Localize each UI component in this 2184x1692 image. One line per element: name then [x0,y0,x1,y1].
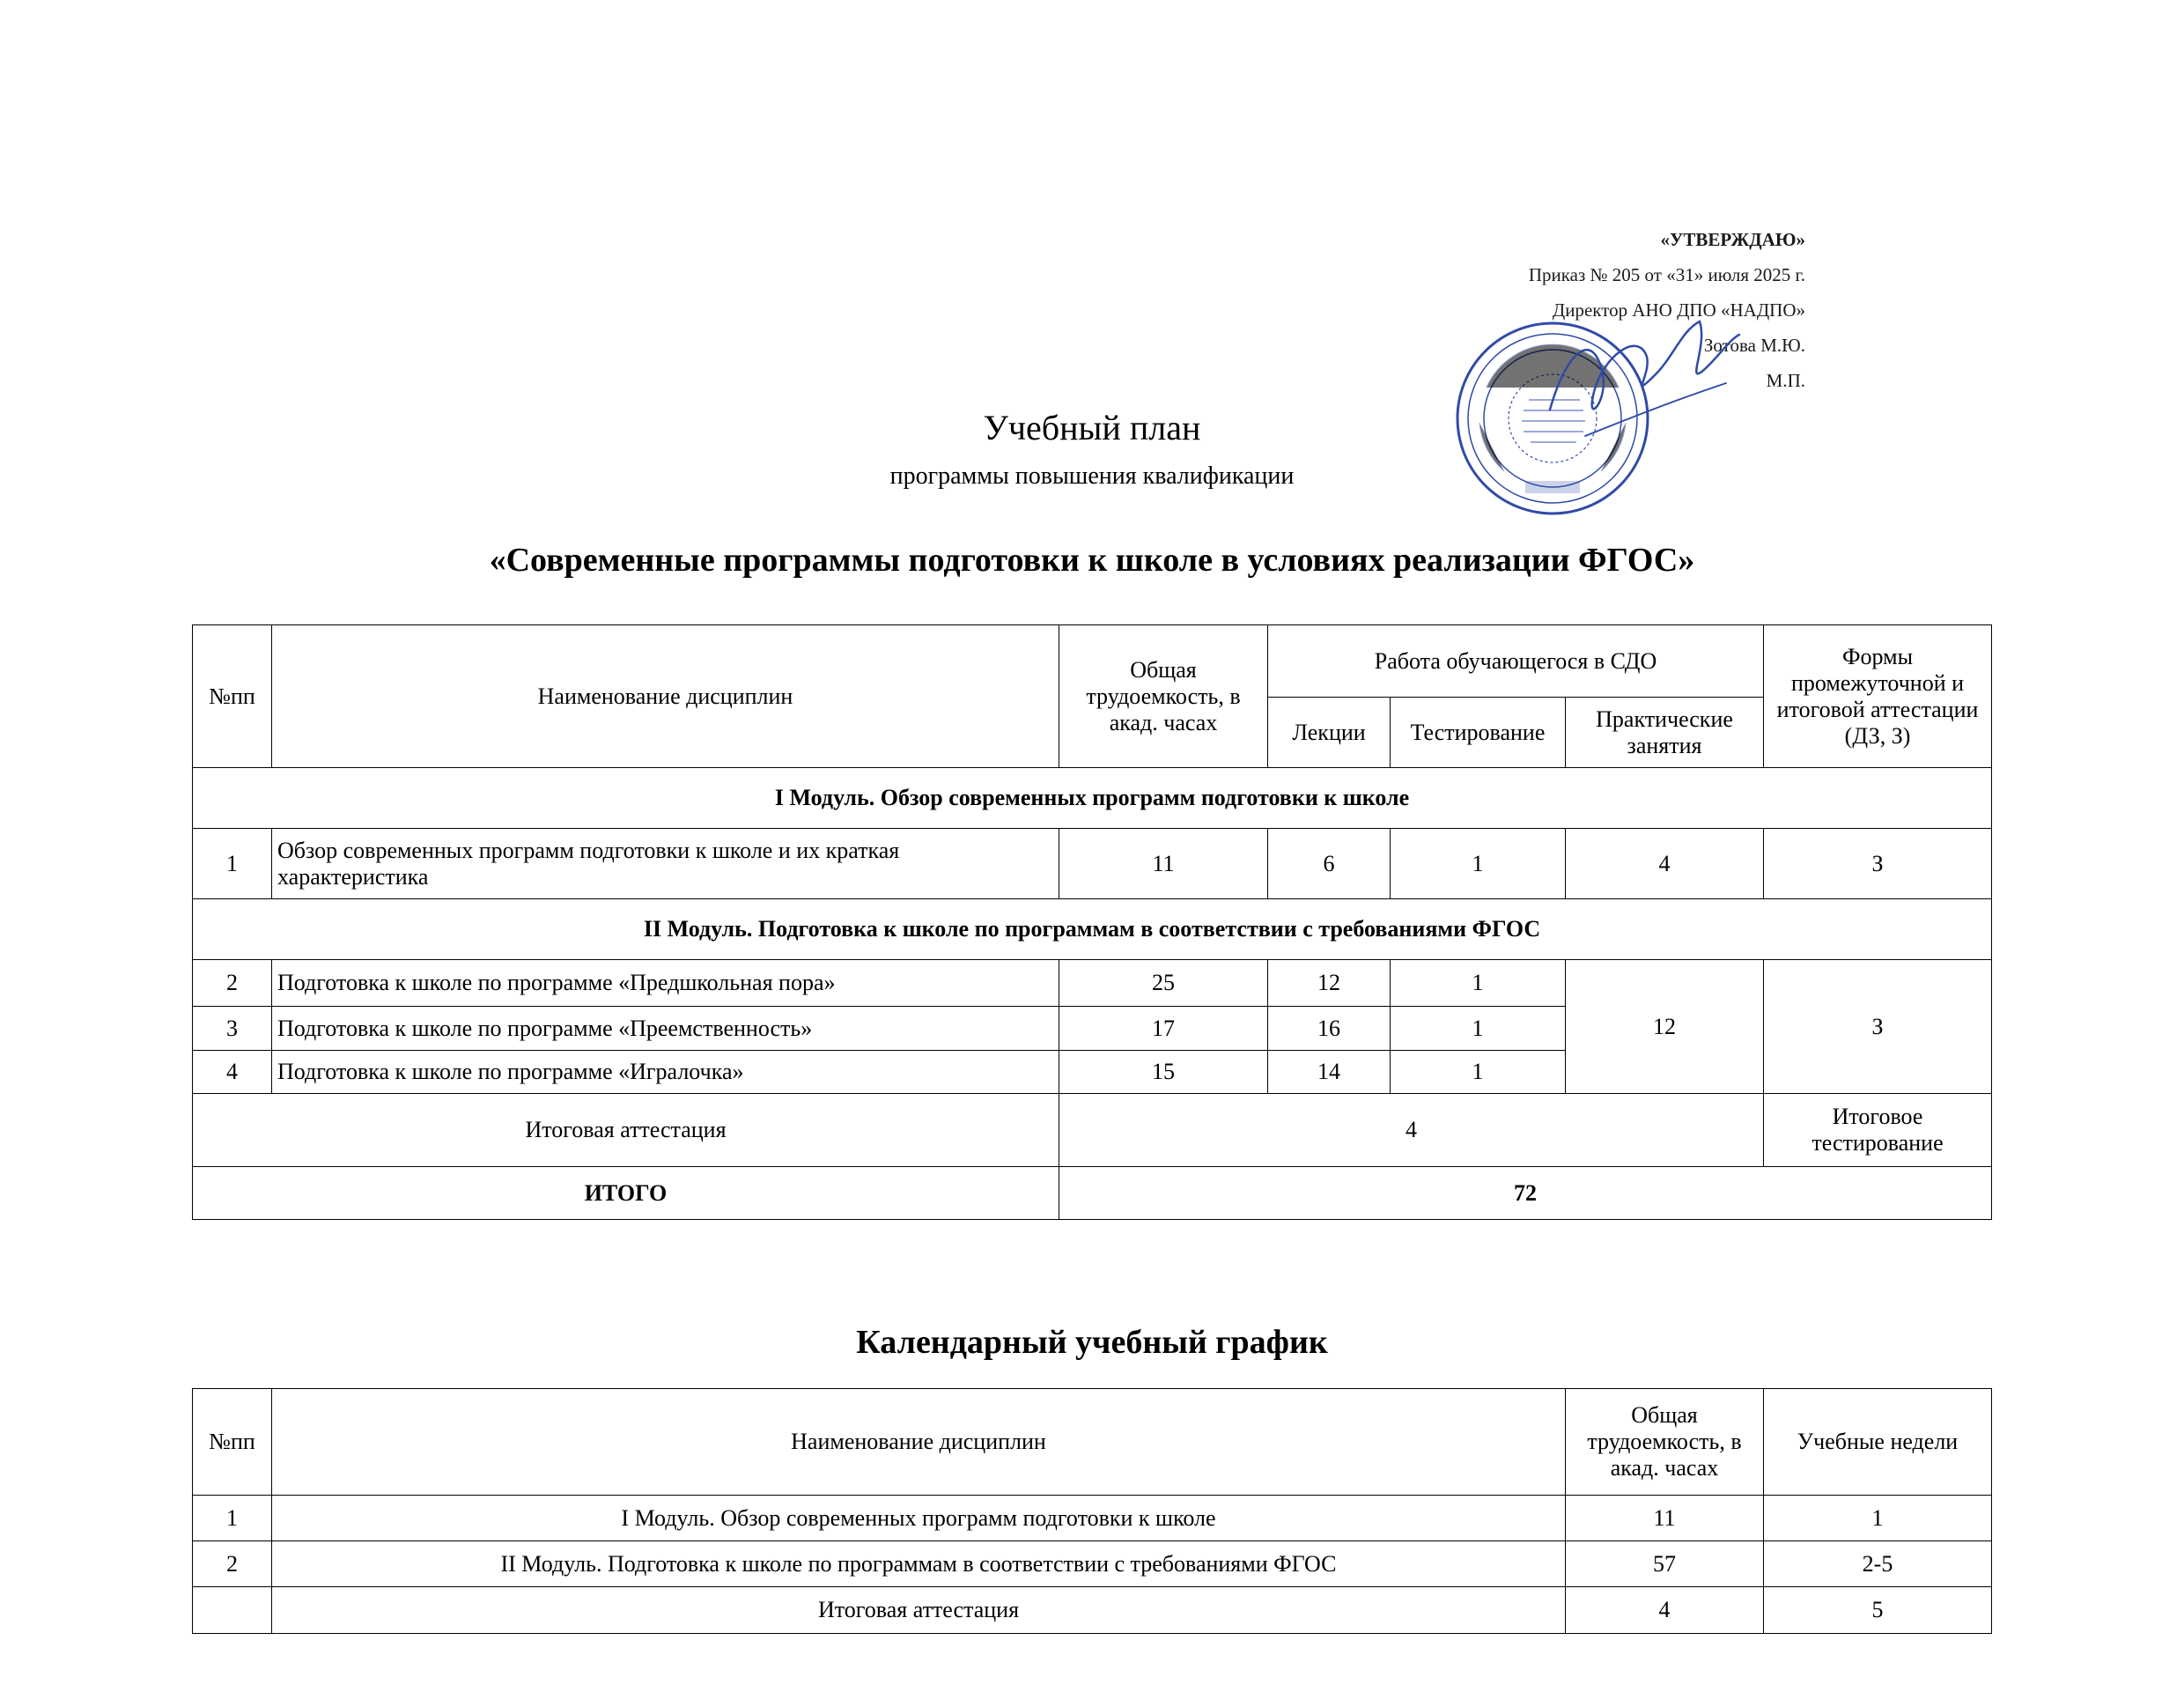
cell-total: 15 [1059,1051,1268,1094]
header-lectures: Лекции [1268,698,1391,768]
cell-name: II Модуль. Подготовка к школе по программам в соответствии с требованиями ФГОС [272,1541,1566,1587]
document-subtitle: программы повышения квалификации [889,462,1295,490]
header-name: Наименование дисциплин [272,625,1059,768]
approval-position: Директор АНО ДПО «НАДПО» [1552,299,1805,321]
cell-testing: 1 [1391,1051,1566,1094]
cell-total: 11 [1566,1496,1764,1541]
header-num: №пп [193,1389,272,1496]
approval-name: Зотова М.Ю. [1703,335,1805,356]
module-2-title: II Модуль. Подготовка к школе по программам в соответствии с требованиями ФГОС [193,899,1992,960]
module-row [193,768,1992,829]
cell-lectures: 6 [1268,829,1391,899]
cell-module2-form: З [1764,960,1992,1094]
header-testing: Тестирование [1391,698,1566,768]
table-row [193,1587,1992,1634]
cell-lectures: 14 [1268,1051,1391,1094]
document-title: Учебный план [983,408,1201,447]
curriculum-table [192,624,1992,1220]
approval-title: «УТВЕРЖДАЮ» [1660,229,1805,250]
cell-name: Обзор современных программ подготовки к школе и их краткая характеристика [272,829,1059,899]
table-row [193,1541,1992,1587]
cell-total: 17 [1059,1007,1268,1051]
final-attestation-hours: 4 [1059,1094,1764,1167]
total-label: ИТОГО [193,1167,1059,1220]
total-hours: 72 [1059,1167,1992,1220]
cell-total: 11 [1059,829,1268,899]
cell-total: 57 [1566,1541,1764,1587]
table-row [193,829,1992,899]
cell-practice: 4 [1566,829,1764,899]
cell-weeks: 2-5 [1764,1541,1992,1587]
cell-testing: 1 [1391,829,1566,899]
header-weeks: Учебные недели [1764,1389,1992,1496]
cell-module2-practice: 12 [1566,960,1764,1094]
cell-num: 3 [193,1007,272,1051]
cell-num [193,1587,272,1634]
final-attestation-label: Итоговая аттестация [193,1094,1059,1167]
cell-form: З [1764,829,1992,899]
cell-name: Подготовка к школе по программе «Игралочка» [272,1051,1059,1094]
table-header-row [193,625,1992,698]
final-attestation-row [193,1094,1992,1167]
cell-lectures: 12 [1268,960,1391,1007]
header-num: №пп [193,625,272,768]
cell-num: 1 [193,1496,272,1541]
header-total: Общая трудоемкость, в акад. часах [1566,1389,1764,1496]
cell-lectures: 16 [1268,1007,1391,1051]
module-1-title: I Модуль. Обзор современных программ подготовки к школе [193,768,1992,829]
header-name: Наименование дисциплин [272,1389,1566,1496]
header-practice: Практические занятия [1566,698,1764,768]
cell-name: Итоговая аттестация [272,1587,1566,1634]
header-forms: Формы промежуточной и итоговой аттестации (ДЗ, З) [1764,625,1992,768]
approval-order: Приказ № 205 от «31» июля 2025 г. [1528,264,1805,285]
cell-num: 4 [193,1051,272,1094]
cell-num: 1 [193,829,272,899]
cell-testing: 1 [1391,960,1566,1007]
cell-total: 25 [1059,960,1268,1007]
total-row [193,1167,1992,1220]
final-attestation-form: Итоговое тестирование [1764,1094,1992,1167]
cell-name: Подготовка к школе по программе «Преемственность» [272,1007,1059,1051]
cell-num: 2 [193,1541,272,1587]
cell-weeks: 1 [1764,1496,1992,1541]
table-header-row [193,1389,1992,1496]
calendar-title: Календарный учебный график [856,1324,1328,1361]
header-total: Общая трудоемкость, в акад. часах [1059,625,1268,768]
cell-name: I Модуль. Обзор современных программ подготовки к школе [272,1496,1566,1541]
calendar-table [192,1388,1992,1634]
table-row [193,1496,1992,1541]
program-name: «Современные программы подготовки к школе в условиях реализации ФГОС» [489,542,1695,579]
cell-num: 2 [193,960,272,1007]
table-row [193,960,1992,1007]
cell-testing: 1 [1391,1007,1566,1051]
cell-weeks: 5 [1764,1587,1992,1634]
header-work: Работа обучающегося в СДО [1268,625,1764,698]
module-row [193,899,1992,960]
approval-seal-mark: М.П. [1766,370,1805,391]
cell-name: Подготовка к школе по программе «Предшкольная пора» [272,960,1059,1007]
cell-total: 4 [1566,1587,1764,1634]
